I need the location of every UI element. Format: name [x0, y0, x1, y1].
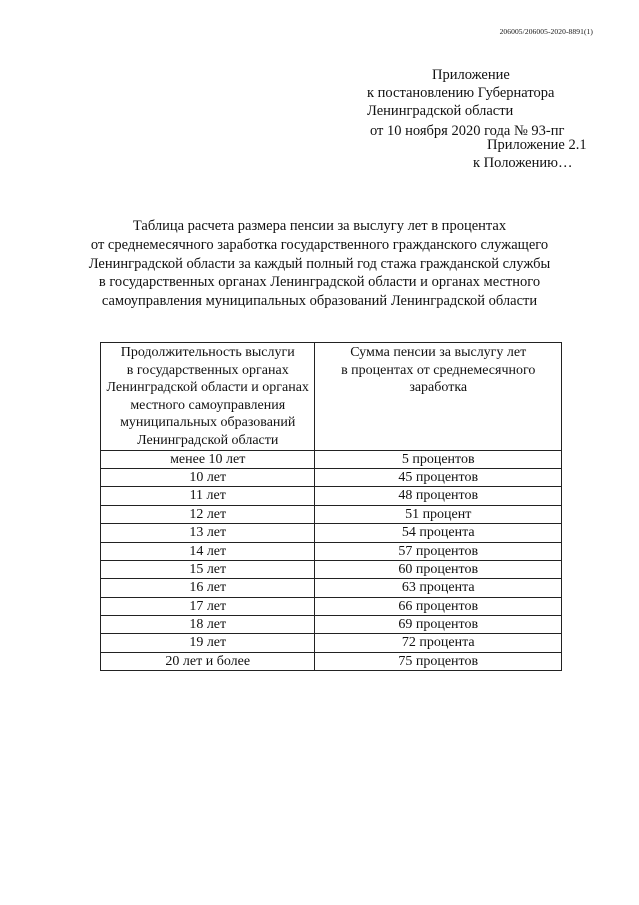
header-line: от 10 ноября 2020 года № 93-пг	[370, 123, 565, 139]
table-row	[101, 579, 562, 597]
pension-cell: 57 процентов	[315, 542, 562, 560]
header-service-length: Продолжительность выслуги в государственных органах Ленинградской области и органах местного самоуправления муниципальных образований Ленинградской области	[101, 343, 315, 451]
service-cell: 18 лет	[101, 616, 315, 634]
header-line: к Положению…	[473, 155, 573, 171]
pension-cell: 66 процентов	[315, 597, 562, 615]
header-line: к постановлению Губернатора	[367, 85, 555, 101]
pension-cell: 5 процентов	[315, 450, 562, 468]
pension-cell: 60 процентов	[315, 560, 562, 578]
service-cell: 20 лет и более	[101, 652, 315, 670]
table-row	[101, 616, 562, 634]
table-row	[101, 652, 562, 670]
pension-table	[100, 342, 562, 671]
table-row	[101, 450, 562, 468]
header-line: Приложение	[432, 67, 510, 83]
pension-cell: 51 процент	[315, 505, 562, 523]
service-cell: 17 лет	[101, 597, 315, 615]
pension-cell: 48 процентов	[315, 487, 562, 505]
service-cell: 12 лет	[101, 505, 315, 523]
table-row	[101, 560, 562, 578]
service-cell: 19 лет	[101, 634, 315, 652]
pension-cell: 54 процента	[315, 524, 562, 542]
header-line: Приложение 2.1	[487, 137, 587, 153]
service-cell: 14 лет	[101, 542, 315, 560]
pension-cell: 63 процента	[315, 579, 562, 597]
table-row	[101, 542, 562, 560]
title-line: Таблица расчета размера пенсии за выслугу лет в процентах	[132, 218, 507, 234]
header-line: Ленинградской области	[367, 103, 514, 119]
document-title	[0, 217, 639, 311]
document-id: 206005/206005-2020-8891(1)	[499, 27, 593, 36]
table-row	[101, 487, 562, 505]
table-row	[101, 468, 562, 486]
pension-cell: 45 процентов	[315, 468, 562, 486]
table-row	[101, 505, 562, 523]
title-line: самоуправления муниципальных образований Ленинградской области	[101, 293, 538, 310]
service-cell: 16 лет	[101, 579, 315, 597]
title-line: в государственных органах Ленинградской области и органах местного	[98, 274, 541, 291]
table-row	[101, 524, 562, 542]
pension-cell: 69 процентов	[315, 616, 562, 634]
service-cell: менее 10 лет	[101, 450, 315, 468]
pension-cell: 75 процентов	[315, 652, 562, 670]
header-pension-amount: Сумма пенсии за выслугу лет в процентах от среднемесячного заработка	[315, 343, 562, 451]
table-header-row	[101, 343, 562, 451]
pension-cell: 72 процента	[315, 634, 562, 652]
service-cell: 10 лет	[101, 468, 315, 486]
title-line: Ленинградской области за каждый полный год стажа гражданской службы	[88, 255, 551, 272]
table-row	[101, 597, 562, 615]
service-cell: 13 лет	[101, 524, 315, 542]
table-row	[101, 634, 562, 652]
title-line: от среднемесячного заработка государственного гражданского служащего	[90, 236, 549, 253]
service-cell: 11 лет	[101, 487, 315, 505]
service-cell: 15 лет	[101, 560, 315, 578]
